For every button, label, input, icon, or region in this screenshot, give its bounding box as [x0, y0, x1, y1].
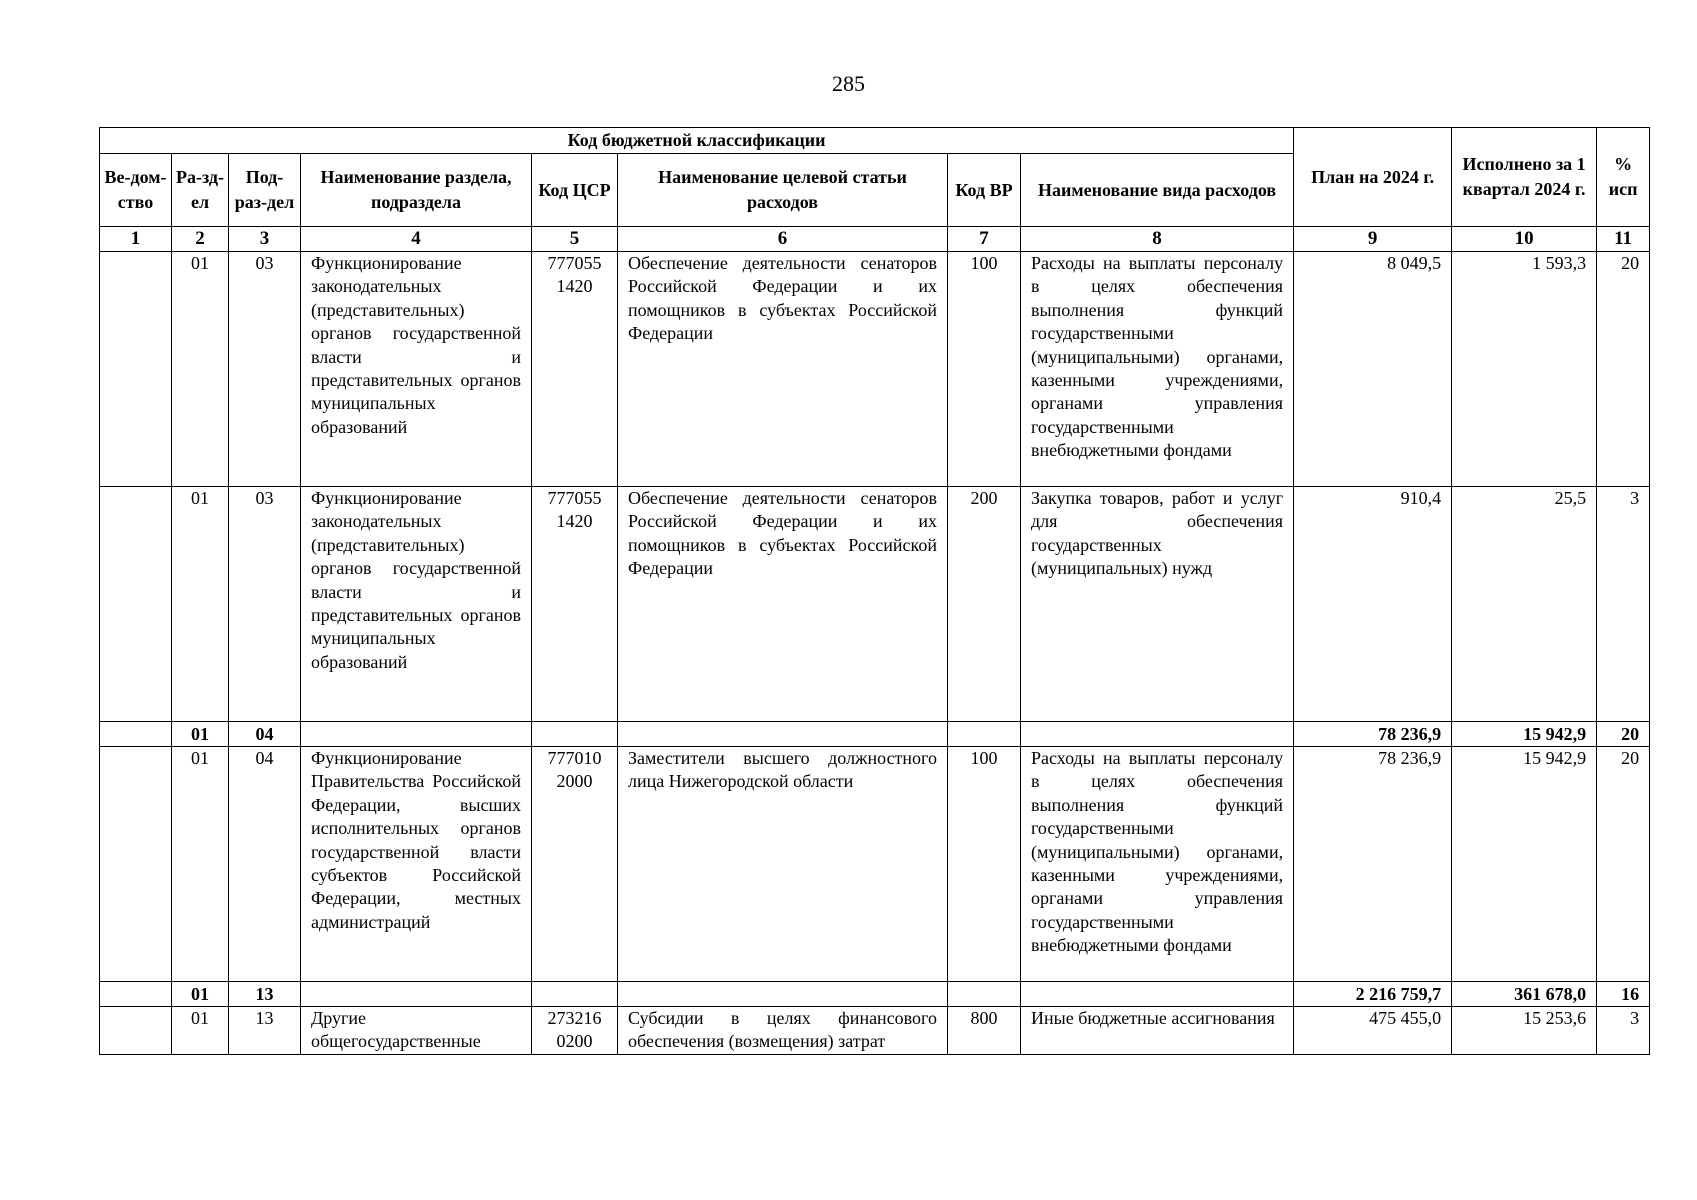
- cell-razdel-name: Функционирование законодательных (представительных) органов государственной власти и представительных органов муниципальных образований: [301, 487, 532, 722]
- cell-csr: 777055 1420: [532, 252, 618, 487]
- cell-expense-type: Расходы на выплаты персоналу в целях обеспечения выполнения функций государственными (муниципальными) органами, казенными учреждениями, органами управления государственными внебюджетными фондами: [1021, 747, 1294, 982]
- cell-percent: 20: [1597, 747, 1650, 982]
- header-vr: Код ВР: [948, 154, 1021, 227]
- cell-plan: 2 216 759,7: [1294, 982, 1452, 1007]
- cell-percent: 3: [1597, 1007, 1650, 1055]
- column-number: 4: [301, 227, 532, 252]
- header-razdel-name: Наименование раздела, подраздела: [301, 154, 532, 227]
- header-executed: Исполнено за 1 квартал 2024 г.: [1452, 128, 1597, 227]
- cell-vedomstvo: [100, 1007, 172, 1055]
- cell-expense-type: Иные бюджетные ассигнования: [1021, 1007, 1294, 1055]
- column-numbers-row: [100, 227, 1650, 252]
- budget-classification-table: [99, 127, 1650, 1055]
- cell-vr: [948, 722, 1021, 747]
- column-number: 11: [1597, 227, 1650, 252]
- table-row: [100, 252, 1650, 487]
- header-target-name: Наименование целевой статьи расходов: [618, 154, 948, 227]
- cell-razdel-name: Функционирование Правительства Российской Федерации, высших исполнительных органов государственной власти субъектов Российской Федерации, местных администраций: [301, 747, 532, 982]
- cell-podrazdel: 04: [229, 722, 301, 747]
- cell-executed: 25,5: [1452, 487, 1597, 722]
- cell-plan: 78 236,9: [1294, 722, 1452, 747]
- table-row: [100, 747, 1650, 982]
- cell-razdel-name: Функционирование законодательных (представительных) органов государственной власти и представительных органов муниципальных образований: [301, 252, 532, 487]
- cell-csr: 777010 2000: [532, 747, 618, 982]
- cell-podrazdel: 04: [229, 747, 301, 982]
- page-number: 285: [832, 71, 865, 96]
- cell-vedomstvo: [100, 487, 172, 722]
- cell-vedomstvo: [100, 982, 172, 1007]
- subtotal-row: [100, 982, 1650, 1007]
- cell-executed: 15 942,9: [1452, 722, 1597, 747]
- cell-podrazdel: 13: [229, 982, 301, 1007]
- cell-razdel: 01: [172, 252, 229, 487]
- table-row: [100, 487, 1650, 722]
- cell-podrazdel: 03: [229, 487, 301, 722]
- cell-plan: 78 236,9: [1294, 747, 1452, 982]
- column-number: 2: [172, 227, 229, 252]
- cell-expense-type: Закупка товаров, работ и услуг для обеспечения государственных (муниципальных) нужд: [1021, 487, 1294, 722]
- cell-razdel-name: [301, 722, 532, 747]
- cell-percent: 20: [1597, 252, 1650, 487]
- cell-percent: 20: [1597, 722, 1650, 747]
- header-vedomstvo: Ве-дом-ство: [100, 154, 172, 227]
- cell-target-name: Обеспечение деятельности сенаторов Российской Федерации и их помощников в субъектах Российской Федерации: [618, 252, 948, 487]
- cell-podrazdel: 03: [229, 252, 301, 487]
- column-number: 8: [1021, 227, 1294, 252]
- column-number: 3: [229, 227, 301, 252]
- cell-razdel: 01: [172, 982, 229, 1007]
- cell-expense-type: [1021, 722, 1294, 747]
- header-podrazdel: Под-раз-дел: [229, 154, 301, 227]
- cell-percent: 3: [1597, 487, 1650, 722]
- cell-executed: 361 678,0: [1452, 982, 1597, 1007]
- header-budget-classification: Код бюджетной классификации: [100, 128, 1294, 154]
- column-number: 5: [532, 227, 618, 252]
- cell-razdel: 01: [172, 722, 229, 747]
- header-csr: Код ЦСР: [532, 154, 618, 227]
- cell-target-name: Обеспечение деятельности сенаторов Российской Федерации и их помощников в субъектах Российской Федерации: [618, 487, 948, 722]
- cell-csr: [532, 982, 618, 1007]
- cell-executed: 15 253,6: [1452, 1007, 1597, 1055]
- cell-razdel: 01: [172, 747, 229, 982]
- cell-vr: 100: [948, 252, 1021, 487]
- column-number: 9: [1294, 227, 1452, 252]
- cell-target-name: Субсидии в целях финансового обеспечения (возмещения) затрат: [618, 1007, 948, 1055]
- cell-target-name: Заместители высшего должностного лица Нижегородской области: [618, 747, 948, 982]
- cell-vr: 800: [948, 1007, 1021, 1055]
- cell-razdel-name: Другие общегосударственные: [301, 1007, 532, 1055]
- table-row: [100, 1007, 1650, 1055]
- cell-vr: 200: [948, 487, 1021, 722]
- header-plan: План на 2024 г.: [1294, 128, 1452, 227]
- cell-razdel: 01: [172, 487, 229, 722]
- cell-csr: [532, 722, 618, 747]
- header-expense-type: Наименование вида расходов: [1021, 154, 1294, 227]
- cell-vedomstvo: [100, 252, 172, 487]
- cell-razdel-name: [301, 982, 532, 1007]
- header-percent: % исп: [1597, 128, 1650, 227]
- header-razdel: Ра-зд-ел: [172, 154, 229, 227]
- cell-csr: 273216 0200: [532, 1007, 618, 1055]
- cell-percent: 16: [1597, 982, 1650, 1007]
- column-number: 10: [1452, 227, 1597, 252]
- cell-vedomstvo: [100, 747, 172, 982]
- cell-executed: 1 593,3: [1452, 252, 1597, 487]
- cell-csr: 777055 1420: [532, 487, 618, 722]
- cell-plan: 8 049,5: [1294, 252, 1452, 487]
- cell-vr: 100: [948, 747, 1021, 982]
- column-number: 7: [948, 227, 1021, 252]
- cell-expense-type: [1021, 982, 1294, 1007]
- cell-plan: 475 455,0: [1294, 1007, 1452, 1055]
- cell-target-name: [618, 982, 948, 1007]
- cell-expense-type: Расходы на выплаты персоналу в целях обеспечения выполнения функций государственными (муниципальными) органами, казенными учреждениями, органами управления государственными внебюджетными фондами: [1021, 252, 1294, 487]
- subtotal-row: [100, 722, 1650, 747]
- cell-vr: [948, 982, 1021, 1007]
- cell-vedomstvo: [100, 722, 172, 747]
- cell-executed: 15 942,9: [1452, 747, 1597, 982]
- cell-plan: 910,4: [1294, 487, 1452, 722]
- cell-target-name: [618, 722, 948, 747]
- column-number: 6: [618, 227, 948, 252]
- cell-razdel: 01: [172, 1007, 229, 1055]
- column-number: 1: [100, 227, 172, 252]
- cell-podrazdel: 13: [229, 1007, 301, 1055]
